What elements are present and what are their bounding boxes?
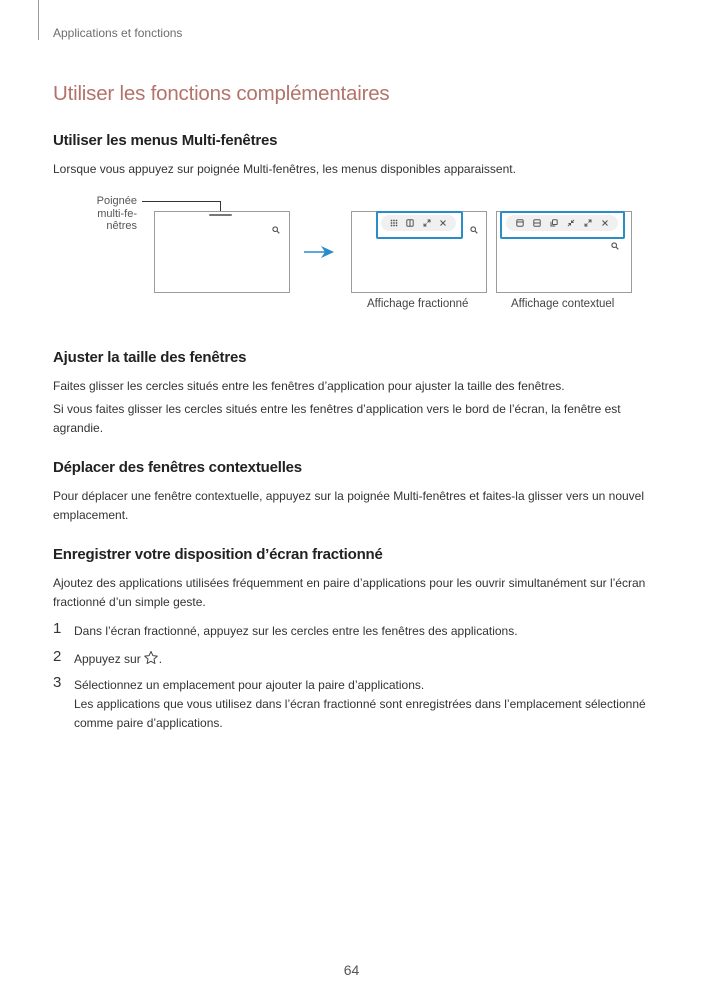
step-note: Les applications que vous utilisez dans l’écran fractionné sont enregistrées dans l’emplacement sélectionné comme paire d’applications.	[74, 697, 646, 730]
section-heading-save-layout: Enregistrer votre disposition d’écran fractionné	[53, 546, 383, 563]
expand-icon	[423, 219, 431, 227]
running-header: Applications et fonctions	[53, 26, 183, 40]
section-body-resize-2: Si vous faites glisser les cercles situés entre les fenêtres d’application vers le bord de l’écran, la fenêtre est agrandie.	[53, 402, 621, 435]
section-body-multi-window-menus: Lorsque vous appuyez sur poignée Multi-fenêtres, les menus disponibles apparaissent.	[53, 162, 516, 176]
step-text-after: .	[158, 652, 163, 666]
star-icon	[143, 650, 159, 666]
section-body-move-popup: Pour déplacer une fenêtre contextuelle, appuyez sur la poignée Multi-fenêtres et faites-la glisser vers un nouvel emplacement.	[53, 489, 645, 522]
section-heading-move-popup: Déplacer des fenêtres contextuelles	[53, 459, 302, 476]
close-icon	[439, 219, 447, 227]
caption-popup-view: Affichage contextuel	[511, 298, 615, 310]
section-body-save-layout: Ajoutez des applications utilisées fréquemment en paire d’applications pour les ouvrir simultanément sur l’écran fractionné d’un simple geste.	[53, 576, 646, 609]
search-icon	[470, 226, 478, 234]
popup-view-menu	[506, 215, 618, 231]
split-icon	[406, 219, 414, 227]
header-rule	[38, 0, 39, 40]
close-icon	[601, 219, 609, 227]
step-number: 2	[53, 648, 62, 665]
step-number: 3	[53, 674, 62, 691]
split-icon	[533, 219, 541, 227]
arrow-right-icon	[303, 245, 335, 259]
step-text: Dans l’écran fractionné, appuyez sur les cercles entre les fenêtres des applications.	[74, 624, 518, 638]
handle-label-line: nêtres	[106, 220, 137, 232]
handle-label-line: Poignée	[96, 195, 137, 207]
expand-icon	[584, 219, 592, 227]
copy-icon	[550, 219, 558, 227]
step-number: 1	[53, 620, 62, 637]
caption-split-view: Affichage fractionné	[367, 298, 469, 310]
grid-icon	[390, 219, 398, 227]
step-text-before: Appuyez sur	[74, 652, 141, 666]
page-title: Utiliser les fonctions complémentaires	[53, 82, 390, 105]
shrink-icon	[567, 219, 575, 227]
section-heading-resize: Ajuster la taille des fenêtres	[53, 349, 247, 366]
minimize-icon	[516, 219, 524, 227]
search-icon	[272, 226, 280, 234]
step-text	[74, 650, 654, 669]
section-heading-multi-window-menus: Utiliser les menus Multi-fenêtres	[53, 132, 278, 149]
section-body-resize: Faites glisser les cercles situés entre les fenêtres d’application pour ajuster la taille des fenêtres.	[53, 379, 565, 393]
step-text: Sélectionnez un emplacement pour ajouter la paire d’applications.	[74, 678, 425, 692]
search-icon	[611, 242, 619, 250]
leader-line	[142, 201, 221, 202]
split-view-menu	[381, 215, 456, 231]
handle-label	[80, 195, 137, 233]
multi-window-handle	[209, 214, 232, 216]
phone-window-default	[154, 211, 290, 293]
page-number: 64	[343, 962, 360, 978]
handle-label-line: multi-fe-	[97, 207, 137, 220]
